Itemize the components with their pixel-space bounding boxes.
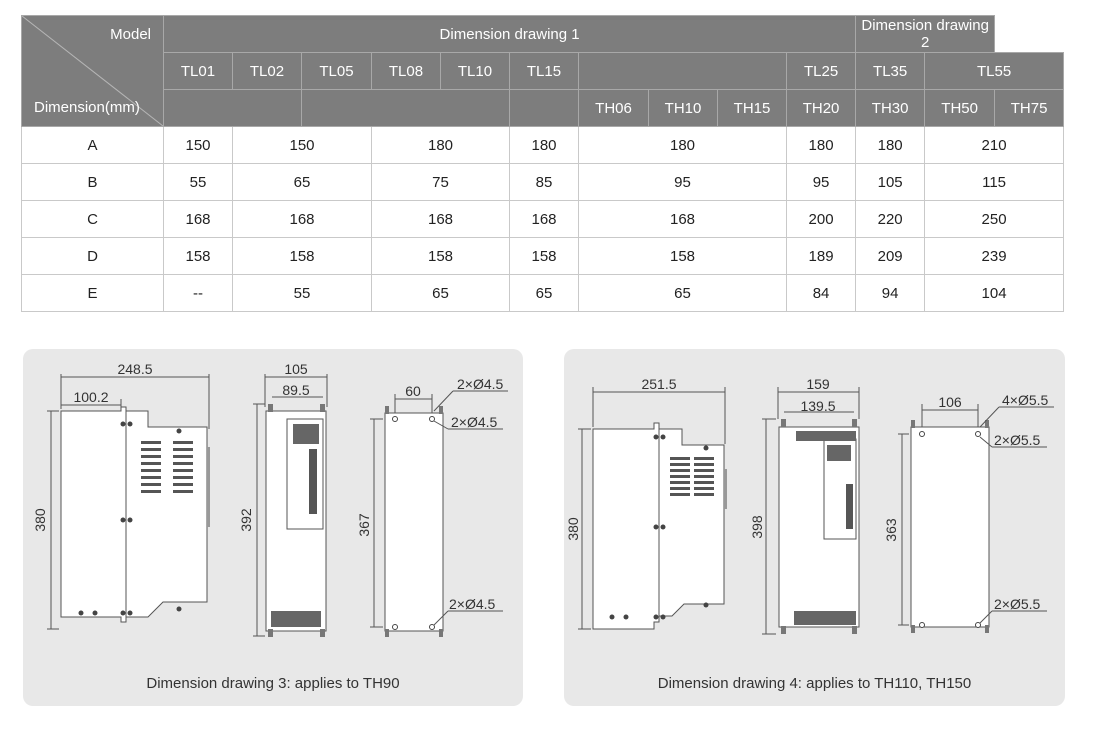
front-offset-label: 100.2 <box>73 389 109 405</box>
side-inner-label: 89.5 <box>282 382 310 398</box>
cell: 200 <box>787 201 856 238</box>
corner-dimension-label: Dimension(mm) <box>34 99 140 116</box>
model-tl25: TL25 <box>787 53 856 90</box>
cell: 150 <box>233 127 372 164</box>
cell: 168 <box>510 201 579 238</box>
cell: 65 <box>233 164 372 201</box>
model-tl15: TL15 <box>510 53 579 90</box>
front-view <box>565 376 727 629</box>
table-row <box>22 201 1064 238</box>
cell: 168 <box>164 201 233 238</box>
model-th-empty-3 <box>510 90 579 127</box>
back-hole-label-b: 2×Ø5.5 <box>994 432 1041 448</box>
model-tl05: TL05 <box>302 53 372 90</box>
model-th10: TH10 <box>649 90 718 127</box>
drawing-4-svg <box>564 349 1065 706</box>
back-view <box>883 392 1054 633</box>
dim-label: E <box>22 275 164 312</box>
table-row <box>22 127 1064 164</box>
dim-label: D <box>22 238 164 275</box>
back-height-label: 363 <box>883 518 899 542</box>
cell: 250 <box>925 201 1064 238</box>
side-inner-label: 139.5 <box>800 398 836 414</box>
back-hole-spacing-label: 106 <box>938 394 962 410</box>
table-row <box>22 275 1064 312</box>
cell: 55 <box>164 164 233 201</box>
back-height-label: 367 <box>356 513 372 537</box>
front-width-label: 248.5 <box>117 361 153 377</box>
model-tl35: TL35 <box>856 53 925 90</box>
back-hole-label-a: 4×Ø5.5 <box>1002 392 1049 408</box>
table-row <box>22 164 1064 201</box>
side-height-label: 398 <box>749 515 765 539</box>
cell: 65 <box>510 275 579 312</box>
cell: 168 <box>372 201 510 238</box>
front-width-label: 251.5 <box>641 376 677 392</box>
dimension-drawing-3-panel <box>23 349 523 706</box>
cell: 115 <box>925 164 1064 201</box>
side-view <box>749 376 859 634</box>
model-th06: TH06 <box>579 90 649 127</box>
cell: 180 <box>372 127 510 164</box>
model-th-empty-1 <box>164 90 302 127</box>
cell: 209 <box>856 238 925 275</box>
model-tl08: TL08 <box>372 53 441 90</box>
cell: 210 <box>925 127 1064 164</box>
dimension-table <box>21 15 1064 312</box>
back-view <box>356 376 508 637</box>
cell: 84 <box>787 275 856 312</box>
model-th30: TH30 <box>856 90 925 127</box>
cell: 180 <box>856 127 925 164</box>
header-row-groups <box>22 16 1064 53</box>
side-width-label: 105 <box>284 361 308 377</box>
dim-label: B <box>22 164 164 201</box>
cell: 94 <box>856 275 925 312</box>
table-corner <box>22 16 164 127</box>
front-height-label: 380 <box>565 517 581 541</box>
back-hole-label-bottom: 2×Ø5.5 <box>994 596 1041 612</box>
cell: 158 <box>164 238 233 275</box>
cell: 104 <box>925 275 1064 312</box>
drawing-3-caption: Dimension drawing 3: applies to TH90 <box>146 675 400 692</box>
cell: 189 <box>787 238 856 275</box>
cell: 158 <box>372 238 510 275</box>
cell: 95 <box>579 164 787 201</box>
drawing-3-svg <box>23 349 523 706</box>
back-hole-spacing-label: 60 <box>405 383 421 399</box>
cell: 180 <box>579 127 787 164</box>
back-hole-label-b: 2×Ø4.5 <box>451 414 498 430</box>
front-view <box>32 361 210 629</box>
side-height-label: 392 <box>238 508 254 532</box>
cell: 65 <box>372 275 510 312</box>
cell: 105 <box>856 164 925 201</box>
drawing-4-caption: Dimension drawing 4: applies to TH110, TH150 <box>657 675 972 692</box>
model-tl55: TL55 <box>925 53 1064 90</box>
cell: 85 <box>510 164 579 201</box>
model-th75: TH75 <box>995 90 1064 127</box>
cell: 168 <box>233 201 372 238</box>
cell: 150 <box>164 127 233 164</box>
cell: 158 <box>579 238 787 275</box>
model-tl-empty <box>579 53 787 90</box>
cell: 75 <box>372 164 510 201</box>
model-tl01: TL01 <box>164 53 233 90</box>
cell: 55 <box>233 275 372 312</box>
side-width-label: 159 <box>806 376 830 392</box>
cell: 65 <box>579 275 787 312</box>
side-view <box>238 361 327 637</box>
group-drawing-2: Dimension drawing 2 <box>856 16 995 53</box>
model-th50: TH50 <box>925 90 995 127</box>
cell: 95 <box>787 164 856 201</box>
table-row <box>22 238 1064 275</box>
cell: 158 <box>510 238 579 275</box>
dim-label: C <box>22 201 164 238</box>
front-height-label: 380 <box>32 508 48 532</box>
cell: 180 <box>510 127 579 164</box>
dimension-drawing-4-panel <box>564 349 1065 706</box>
group-drawing-1: Dimension drawing 1 <box>164 16 856 53</box>
header-row-th <box>22 90 1064 127</box>
back-hole-label-a: 2×Ø4.5 <box>457 376 504 392</box>
cell: -- <box>164 275 233 312</box>
header-row-tl <box>22 53 1064 90</box>
model-tl10: TL10 <box>441 53 510 90</box>
cell: 239 <box>925 238 1064 275</box>
dim-label: A <box>22 127 164 164</box>
model-th20: TH20 <box>787 90 856 127</box>
cell: 220 <box>856 201 925 238</box>
cell: 180 <box>787 127 856 164</box>
back-hole-label-bottom: 2×Ø4.5 <box>449 596 496 612</box>
cell: 158 <box>233 238 372 275</box>
cell: 168 <box>579 201 787 238</box>
corner-model-label: Model <box>110 26 151 43</box>
model-th-empty-2 <box>302 90 510 127</box>
model-tl02: TL02 <box>233 53 302 90</box>
model-th15: TH15 <box>718 90 787 127</box>
